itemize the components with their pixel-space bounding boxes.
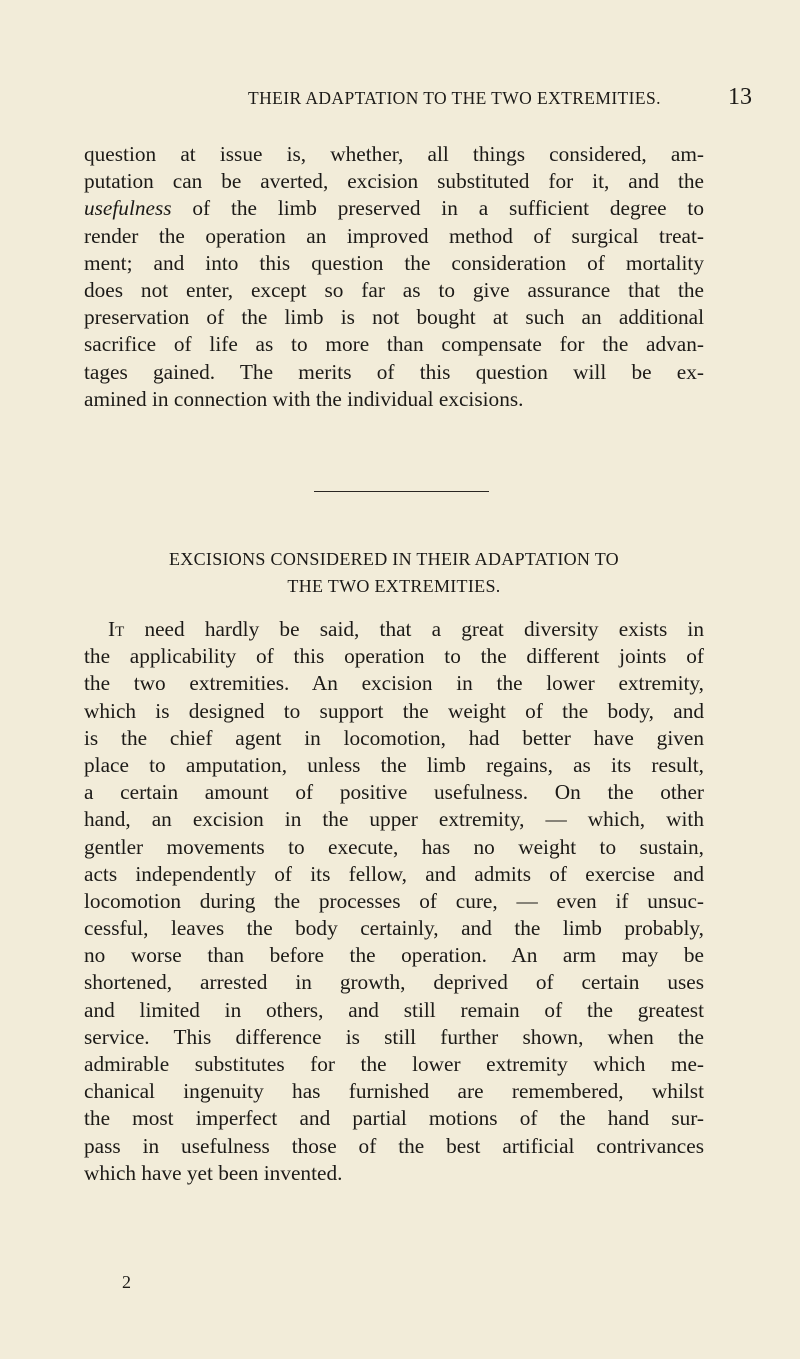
signature-mark: 2 xyxy=(122,1272,131,1292)
paragraph xyxy=(84,616,704,1187)
text-line: chanical ingenuity has furnished are remembered, whilst xyxy=(84,1079,704,1104)
text-fragment: of the limb preserved in a sufficient degree to xyxy=(171,196,704,221)
italic-term: usefulness xyxy=(84,196,172,221)
text-line: gentler movements to execute, has no weight to sustain, xyxy=(84,834,704,859)
text-line: locomotion during the processes of cure, — even if unsuc- xyxy=(84,888,704,913)
page-number: 13 xyxy=(728,84,752,110)
section-heading-line: EXCISIONS CONSIDERED IN THEIR ADAPTATION TO xyxy=(169,549,619,569)
text-line: place to amputation, unless the limb regains, as its result, xyxy=(84,752,704,777)
text-line xyxy=(84,195,704,222)
text-line: question at issue is, whether, all things considered, am- xyxy=(84,142,704,166)
text-line: a certain amount of positive usefulness. On the other xyxy=(84,780,704,805)
text-line: sacrifice of life as to more than compensate for the advan- xyxy=(84,332,704,357)
text-line: cessful, leaves the body certainly, and the limb probably, xyxy=(84,916,704,941)
text-line: acts independently of its fellow, and admits of exercise and xyxy=(84,861,704,886)
running-head: THEIR ADAPTATION TO THE TWO EXTREMITIES. xyxy=(248,88,661,108)
text-line: the applicability of this operation to the different joints of xyxy=(84,644,704,669)
text-line: no worse than before the operation. An arm may be xyxy=(84,943,704,968)
text-line: pass in usefulness those of the best artificial contrivances xyxy=(84,1133,704,1158)
text-line: tages gained. The merits of this question will be ex- xyxy=(84,359,704,384)
text-line: shortened, arrested in growth, deprived of certain uses xyxy=(84,970,704,995)
section-divider-rule xyxy=(314,491,489,492)
text-fragment: need hardly be said, that a great diversity exists in xyxy=(124,617,704,641)
text-line: hand, an excision in the upper extremity, — which, with xyxy=(84,807,704,832)
opening-word: It xyxy=(108,617,125,641)
text-line: amined in connection with the individual excisions. xyxy=(84,386,524,411)
text-line: preservation of the limb is not bought at such an additional xyxy=(84,305,704,330)
text-line: ment; and into this question the consideration of mortality xyxy=(84,250,704,275)
text-line: does not enter, except so far as to give assurance that the xyxy=(84,277,704,302)
text-line: the two extremities. An excision in the lower extremity, xyxy=(84,671,704,696)
paragraph-continuation xyxy=(84,141,704,413)
text-line: admirable substitutes for the lower extremity which me- xyxy=(84,1052,704,1076)
section-heading xyxy=(84,546,704,600)
text-line: is the chief agent in locomotion, had better have given xyxy=(84,725,704,750)
text-line: and limited in others, and still remain of the greatest xyxy=(84,997,704,1022)
text-line: render the operation an improved method of surgical treat- xyxy=(84,223,704,248)
text-line: putation can be averted, excision substituted for it, and the xyxy=(84,169,704,194)
text-line: which have yet been invented. xyxy=(84,1160,343,1185)
text-line: service. This difference is still further shown, when the xyxy=(84,1024,704,1049)
text-line: which is designed to support the weight of the body, and xyxy=(84,698,704,723)
text-line: the most imperfect and partial motions of the hand sur- xyxy=(84,1106,704,1131)
text-line xyxy=(84,616,704,643)
section-heading-line: THE TWO EXTREMITIES. xyxy=(287,576,501,596)
